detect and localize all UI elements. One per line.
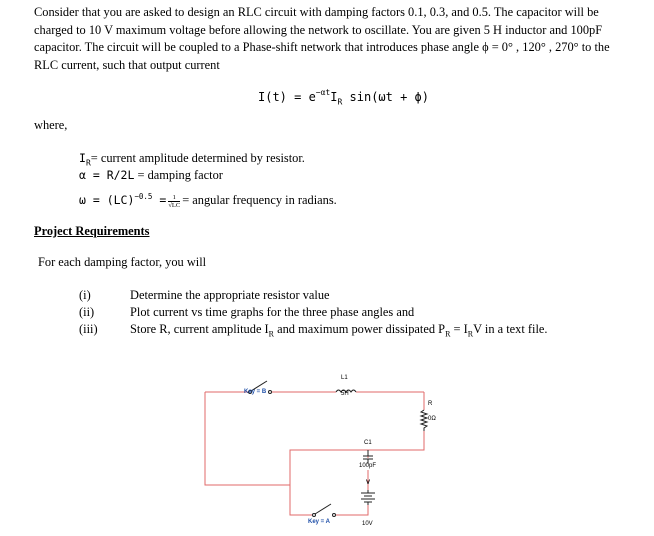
resistor-name: R — [428, 401, 433, 407]
key-b-label: Key = B — [244, 389, 267, 395]
definition-damping-factor: α = R/2L = damping factor — [79, 168, 223, 182]
circuit-wires — [205, 392, 424, 515]
battery-v — [361, 490, 375, 505]
current-equation: $I(t) = e^{-\alpha t}I_R$ sin(ωt + ϕ) — [258, 88, 430, 107]
resistor-value: 0Ω — [428, 416, 436, 422]
section-title: Project Requirements — [34, 224, 150, 238]
capacitor-value: 100pF — [359, 463, 377, 469]
for-each-line: For each damping factor, you will — [38, 255, 207, 269]
source-name: V — [366, 480, 371, 486]
switch-key-a — [313, 504, 336, 517]
source-value: 10V — [362, 521, 373, 527]
inductor-value: 5H — [341, 391, 349, 397]
resistor-r — [421, 410, 427, 431]
inductor-name: L1 — [341, 375, 348, 381]
fraction-one-over-sqrt-lc: $\frac{1}{√LC}$ — [168, 193, 181, 209]
key-a-label: Key = A — [308, 519, 330, 525]
where-label: where, — [34, 118, 68, 132]
capacitor-name: C1 — [364, 440, 372, 446]
definition-angular-frequency: ω = (LC)$^{-0.5}$ = $\frac{1}{√LC}$ = angular frequency in radians. — [79, 192, 337, 209]
definition-current-amplitude: $I_R=$ current amplitude determined by resistor. — [79, 151, 305, 168]
intro-paragraph: Consider that you are asked to design an RLC circuit with damping factors 0.1, 0.3, and 0.5. The capacitor will be charged to 10 V maximum voltage before allowing the network to oscillate. You are given 5 H inductor and 100pF capacitor. The circuit will be coupled to a Phase-shift network that introduces phase angle ϕ = 0° , 120° , 270° to the RLC current, such that output current — [34, 5, 610, 72]
